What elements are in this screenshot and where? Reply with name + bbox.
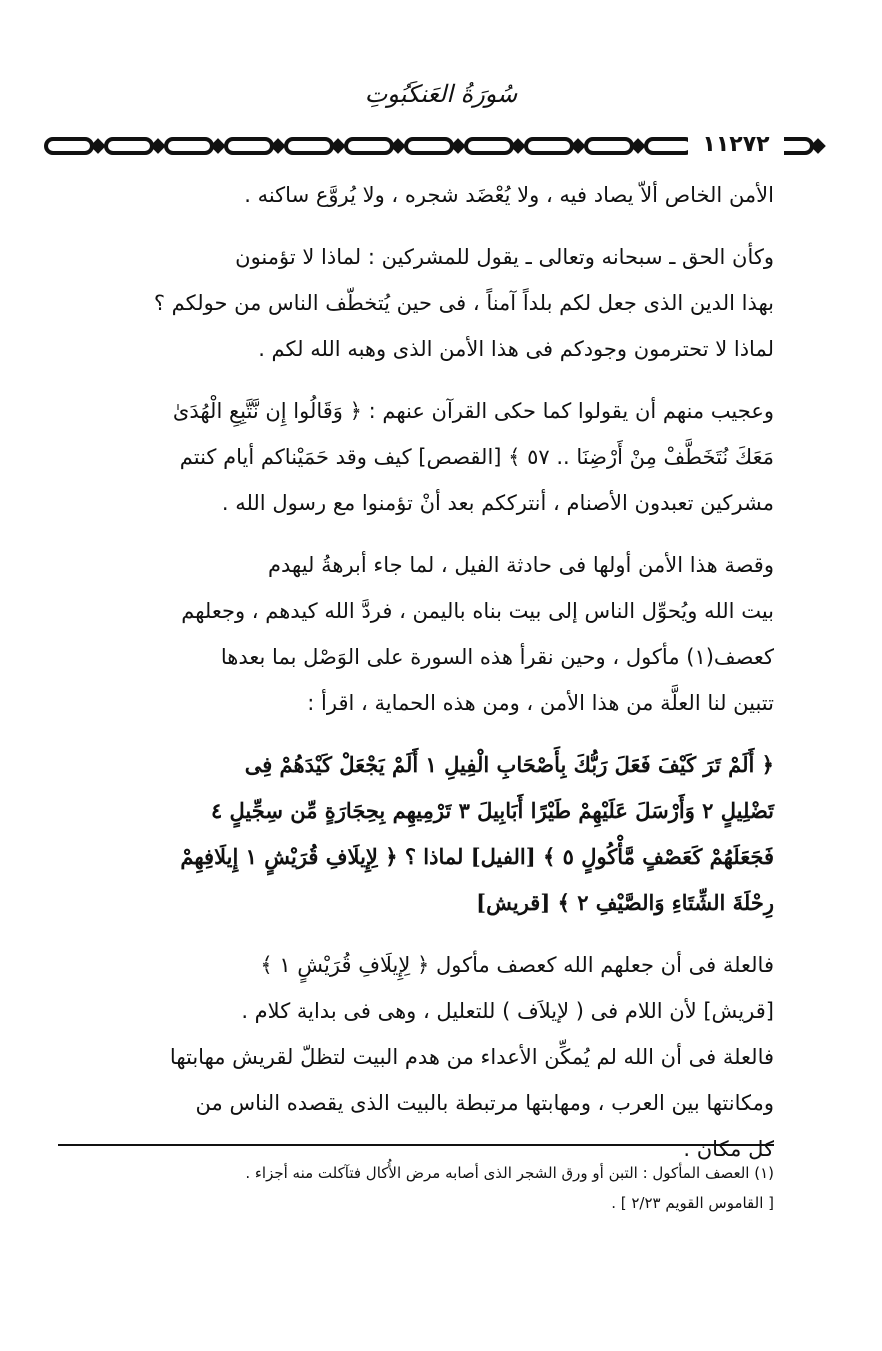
- chain-link: [526, 139, 572, 153]
- text-line: بيت الله ويُحوِّل الناس إلى بيت بناه باليمن ، فردَّ الله كيدهم ، وجعلهم: [181, 599, 774, 623]
- chain-diamond: [333, 141, 343, 151]
- quran-line: فَجَعَلَهُمْ كَعَصْفٍ مَّأْكُولٍ ٥ ﴾ [الفيل] لماذا ؟ ﴿ لِإِيلَافِ قُرَيْشٍ ١ إِيلَافِهِمْ: [180, 844, 774, 869]
- chain-diamond: [393, 141, 403, 151]
- chain-diamond: [453, 141, 463, 151]
- text-line: لماذا لا تحترمون وجودكم فى هذا الأمن الذى وهبه الله لكم .: [258, 337, 774, 361]
- paragraph-6: [58, 942, 774, 1172]
- chain-diamond: [573, 141, 583, 151]
- paragraph-4: [58, 542, 774, 726]
- chain-diamond: [153, 141, 163, 151]
- chain-diamond: [513, 141, 523, 151]
- chain-link: [466, 139, 512, 153]
- text-line: وكأن الحق ـ سبحانه وتعالى ـ يقول للمشركين : لماذا لا تؤمنون: [235, 245, 774, 269]
- text-line: فالعلة فى أن جعلهم الله كعصف مأكول ﴿ لِإِيلَافِ قُرَيْشٍ ١ ﴾: [260, 953, 774, 977]
- chain-link: [406, 139, 452, 153]
- text-line: تتبين لنا العلَّة من هذا الأمن ، ومن هذه الحماية ، اقرأ :: [307, 691, 774, 715]
- chain-diamond: [93, 141, 103, 151]
- chain-link: [226, 139, 272, 153]
- text-line: مَعَكَ نُتَخَطَّفْ مِنْ أَرْضِنَا .. ٥٧ ﴾ [القصص] كيف وقد حَمَيْناكم أيام كنتم: [179, 445, 774, 469]
- quran-line: ﴿ أَلَمْ تَرَ كَيْفَ فَعَلَ رَبُّكَ بِأَصْحَابِ الْفِيلِ ١ أَلَمْ يَجْعَلْ كَيْدَهُمْ فِى: [244, 752, 774, 777]
- paragraph-2: [58, 234, 774, 372]
- chain-link: [586, 139, 632, 153]
- text-line: بهذا الدين الذى جعل لكم بلداً آمناً ، فى حين يُتخطّف الناس من حولكم ؟: [153, 291, 774, 315]
- text-line: وقصة هذا الأمن أولها فى حادثة الفيل ، لما جاء أبرهةُ ليهدم: [268, 553, 774, 577]
- footnote-line: [ القاموس القويم ٢/٢٣ ] .: [611, 1194, 774, 1212]
- chain-link: [166, 139, 212, 153]
- chain-link: [106, 139, 152, 153]
- paragraph-3: [58, 388, 774, 526]
- chain-diamond: [213, 141, 223, 151]
- text-line: وعجيب منهم أن يقولوا كما حكى القرآن عنهم : ﴿ وَقَالُوا إِن نَّتَّبِعِ الْهُدَىٰ: [172, 399, 774, 423]
- text-line: الأمن الخاص ألاّ يصاد فيه ، ولا يُعْضَد شجره ، ولا يُروَّع ساكنه .: [244, 183, 774, 207]
- surah-title: سُورَةُ العَنكَبُوتِ: [364, 80, 518, 108]
- text-line: مشركين تعبدون الأصنام ، أنترككم بعد أنْ تؤمنوا مع رسول الله .: [221, 491, 774, 515]
- page-number: ١١٢٧٢: [688, 131, 784, 159]
- footnote-line: (١) العصف المأكول : التبن أو ورق الشجر الذى أصابه مرض الأُكال فتآكلت منه أجزاء .: [245, 1164, 774, 1182]
- chain-diamond: [813, 141, 823, 151]
- footnote-divider: [58, 1144, 774, 1146]
- footnotes: [58, 1158, 774, 1218]
- chain-link: [646, 139, 692, 153]
- chain-link: [286, 139, 332, 153]
- text-line: [قريش] لأن اللام فى ( لإيلاَف ) للتعليل ، وهى فى بداية كلام .: [241, 999, 774, 1023]
- text-line: فالعلة فى أن الله لم يُمكِّن الأعداء من هدم البيت لتظلّ لقريش مهابتها: [169, 1045, 774, 1069]
- paragraph-1: [58, 172, 774, 218]
- chain-diamond: [633, 141, 643, 151]
- text-line: كعصف(١) مأكول ، وحين نقرأ هذه السورة على الوَصْل بما بعدها: [220, 645, 774, 669]
- main-text: [58, 172, 774, 1188]
- quran-line: رِحْلَةَ الشِّتَاءِ وَالصَّيْفِ ٢ ﴾ [قريش]: [476, 890, 774, 915]
- text-line: كل مكان .: [683, 1137, 774, 1161]
- quran-line: تَضْلِيلٍ ٢ وَأَرْسَلَ عَلَيْهِمْ طَيْرًا أَبَابِيلَ ٣ تَرْمِيهِم بِحِجَارَةٍ مِّن سِجِّيلٍ ٤: [210, 798, 774, 823]
- quran-quote: [58, 742, 774, 926]
- text-line: ومكانتها بين العرب ، ومهابتها مرتبطة بالبيت الذى يقصده الناس من: [195, 1091, 774, 1115]
- chain-diamond: [273, 141, 283, 151]
- chain-link: [46, 139, 92, 153]
- chain-link: [346, 139, 392, 153]
